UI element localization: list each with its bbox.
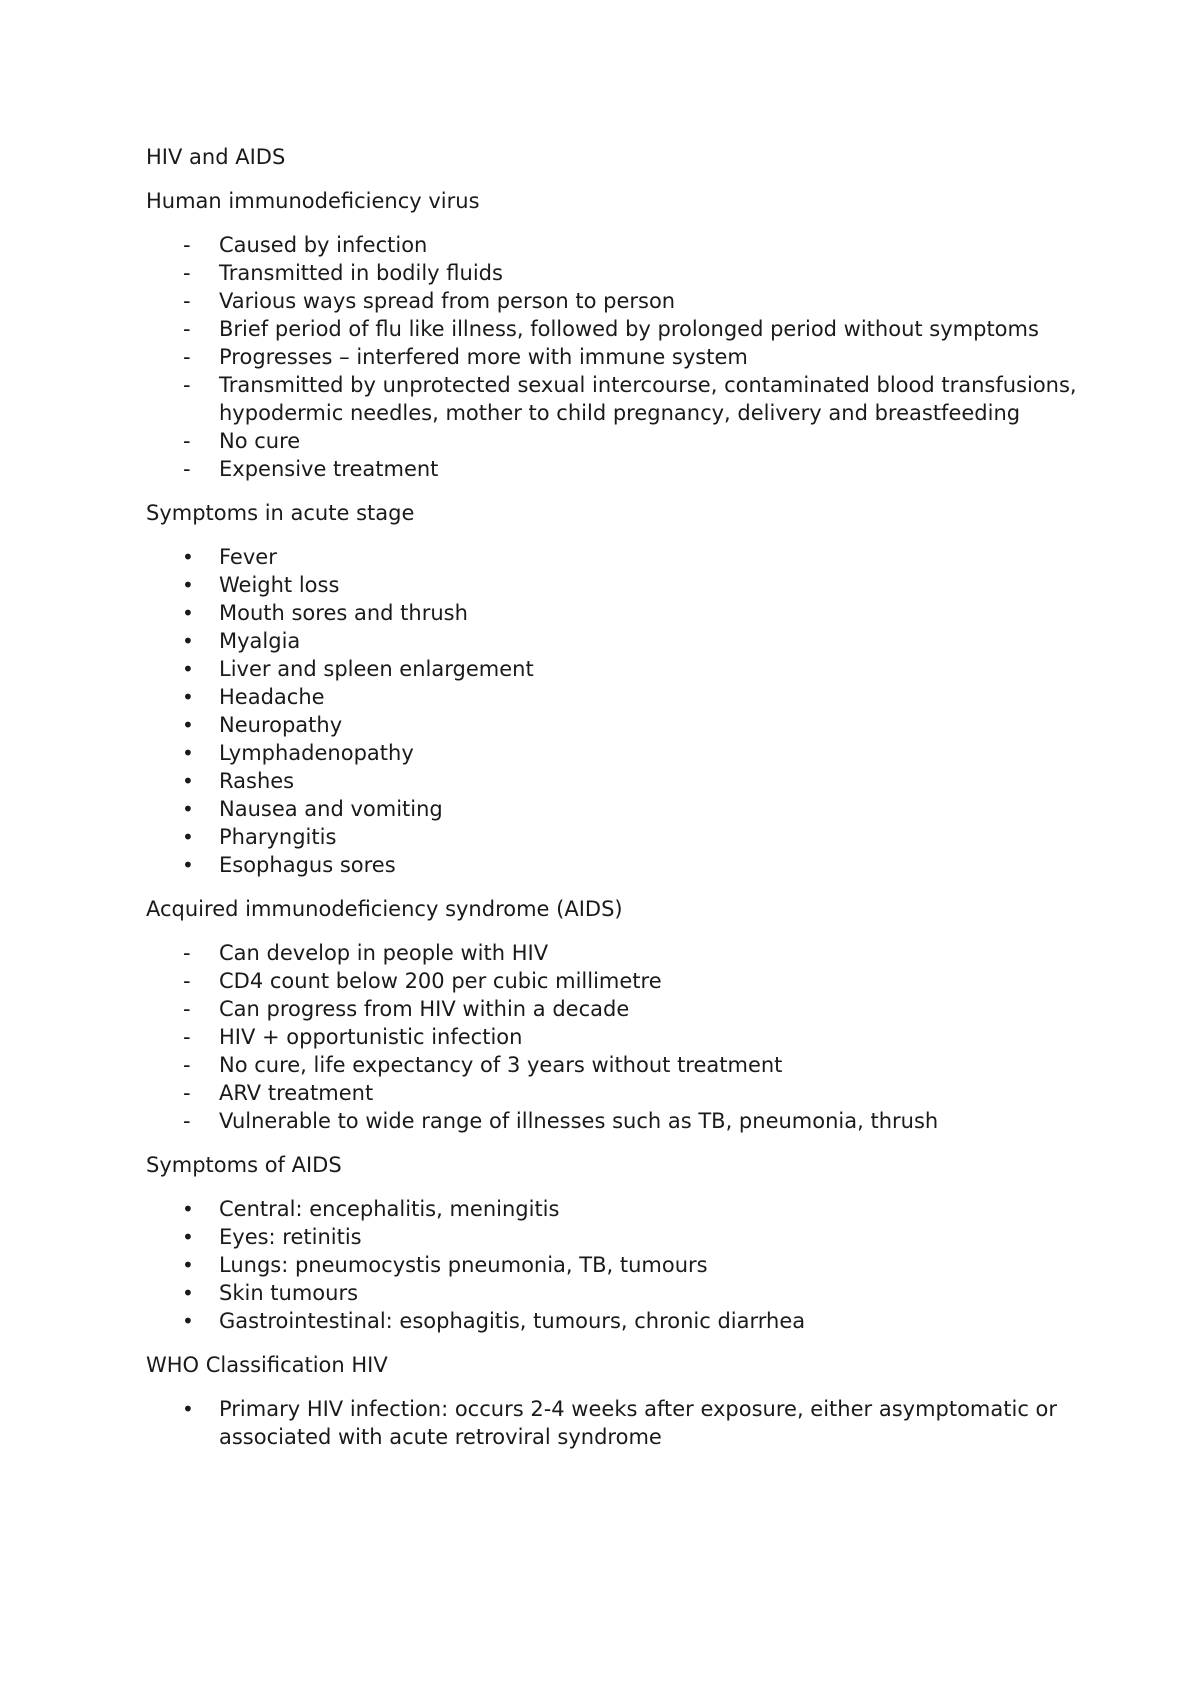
list-item — [146, 1079, 1086, 1107]
list-item-text: Liver and spleen enlargement — [219, 657, 534, 681]
list-item — [146, 1195, 1086, 1223]
list-item-text: Lymphadenopathy — [219, 741, 414, 765]
list-item — [146, 823, 1086, 851]
list-item — [146, 259, 1086, 287]
dash-marker: - — [183, 233, 191, 257]
list-item-text: Myalgia — [219, 629, 301, 653]
bullet-marker: • — [182, 601, 194, 625]
list-item-text: Expensive treatment — [219, 457, 439, 481]
list-item-text: Various ways spread from person to person — [219, 289, 676, 313]
list-item — [146, 683, 1086, 711]
document-title: HIV and AIDS — [146, 145, 286, 169]
bullet-marker: • — [182, 1197, 194, 1221]
list-item — [146, 231, 1086, 259]
dash-marker: - — [183, 1109, 191, 1133]
dash-marker: - — [183, 373, 191, 397]
list-item — [146, 371, 1086, 427]
list-item — [146, 739, 1086, 767]
list-item — [146, 455, 1086, 483]
list-item — [146, 1023, 1086, 1051]
bullet-marker: • — [182, 1281, 194, 1305]
list-item — [146, 655, 1086, 683]
bulleted-list — [146, 1395, 1086, 1451]
dash-marker: - — [183, 289, 191, 313]
list-item-text: Nausea and vomiting — [219, 797, 443, 821]
list-item-text: Pharyngitis — [219, 825, 337, 849]
list-item-text: Can progress from HIV within a decade — [219, 997, 630, 1021]
list-item — [146, 1279, 1086, 1307]
section-heading: Human immunodeficiency virus — [146, 189, 480, 213]
list-item — [146, 939, 1086, 967]
list-item — [146, 851, 1086, 879]
list-item — [146, 1251, 1086, 1279]
dash-marker: - — [183, 317, 191, 341]
bullet-marker: • — [182, 657, 194, 681]
list-item — [146, 427, 1086, 455]
bullet-marker: • — [182, 797, 194, 821]
list-item-text: Brief period of flu like illness, followed by prolonged period without symptoms — [219, 317, 1039, 341]
list-item-text: Caused by infection — [219, 233, 428, 257]
list-item-text: Lungs: pneumocystis pneumonia, TB, tumours — [219, 1253, 708, 1277]
list-item — [146, 599, 1086, 627]
bullet-marker: • — [182, 685, 194, 709]
list-item-text: Skin tumours — [219, 1281, 359, 1305]
list-item-text: HIV + opportunistic infection — [219, 1025, 523, 1049]
section-heading: Symptoms of AIDS — [146, 1153, 342, 1177]
dash-marker: - — [183, 345, 191, 369]
bullet-marker: • — [182, 1309, 194, 1333]
list-item — [146, 287, 1086, 315]
list-item — [146, 315, 1086, 343]
dashed-list — [146, 939, 1086, 1135]
bullet-marker: • — [182, 1225, 194, 1249]
bullet-marker: • — [182, 825, 194, 849]
list-item-text: Gastrointestinal: esophagitis, tumours, chronic diarrhea — [219, 1309, 806, 1333]
list-item-text: Transmitted in bodily fluids — [219, 261, 503, 285]
bullet-marker: • — [182, 853, 194, 877]
list-item-text: Esophagus sores — [219, 853, 396, 877]
list-item — [146, 1107, 1086, 1135]
list-item — [146, 543, 1086, 571]
document-page — [146, 143, 1086, 1467]
bulleted-list — [146, 543, 1086, 879]
list-item — [146, 795, 1086, 823]
bullet-marker: • — [182, 1397, 194, 1421]
list-item-text: Progresses – interfered more with immune system — [219, 345, 748, 369]
bullet-marker: • — [182, 741, 194, 765]
list-item-text: No cure — [219, 429, 301, 453]
list-item-text: Transmitted by unprotected sexual intercourse, contaminated blood transfusions, hypodermic needles, mother to child pregnancy, delivery and breastfeeding — [219, 373, 1077, 425]
bullet-marker: • — [182, 545, 194, 569]
list-item-text: Neuropathy — [219, 713, 343, 737]
dash-marker: - — [183, 457, 191, 481]
bullet-marker: • — [182, 1253, 194, 1277]
list-item-text: Fever — [219, 545, 277, 569]
list-item-text: Eyes: retinitis — [219, 1225, 362, 1249]
bullet-marker: • — [182, 769, 194, 793]
list-item — [146, 343, 1086, 371]
list-item-text: Primary HIV infection: occurs 2-4 weeks after exposure, either asymptomatic or associated with acute retroviral syndrome — [219, 1397, 1058, 1449]
list-item-text: Mouth sores and thrush — [219, 601, 468, 625]
list-item-text: No cure, life expectancy of 3 years without treatment — [219, 1053, 783, 1077]
list-item-text: Can develop in people with HIV — [219, 941, 549, 965]
dashed-list — [146, 231, 1086, 483]
section-heading: Symptoms in acute stage — [146, 501, 415, 525]
list-item — [146, 1223, 1086, 1251]
dash-marker: - — [183, 1025, 191, 1049]
list-item-text: Rashes — [219, 769, 295, 793]
document-body — [146, 187, 1086, 1451]
list-item-text: CD4 count below 200 per cubic millimetre — [219, 969, 662, 993]
list-item — [146, 995, 1086, 1023]
dash-marker: - — [183, 429, 191, 453]
list-item — [146, 711, 1086, 739]
bullet-marker: • — [182, 629, 194, 653]
list-item — [146, 1395, 1086, 1451]
bullet-marker: • — [182, 573, 194, 597]
section-heading: Acquired immunodeficiency syndrome (AIDS) — [146, 897, 623, 921]
section-heading: WHO Classification HIV — [146, 1353, 388, 1377]
dash-marker: - — [183, 1081, 191, 1105]
dash-marker: - — [183, 1053, 191, 1077]
dash-marker: - — [183, 969, 191, 993]
list-item — [146, 1051, 1086, 1079]
list-item — [146, 1307, 1086, 1335]
dash-marker: - — [183, 997, 191, 1021]
list-item-text: Central: encephalitis, meningitis — [219, 1197, 560, 1221]
dash-marker: - — [183, 941, 191, 965]
list-item — [146, 627, 1086, 655]
list-item — [146, 571, 1086, 599]
list-item — [146, 967, 1086, 995]
list-item-text: Headache — [219, 685, 325, 709]
list-item — [146, 767, 1086, 795]
list-item-text: ARV treatment — [219, 1081, 374, 1105]
bullet-marker: • — [182, 713, 194, 737]
list-item-text: Weight loss — [219, 573, 340, 597]
list-item-text: Vulnerable to wide range of illnesses such as TB, pneumonia, thrush — [219, 1109, 939, 1133]
dash-marker: - — [183, 261, 191, 285]
bulleted-list — [146, 1195, 1086, 1335]
